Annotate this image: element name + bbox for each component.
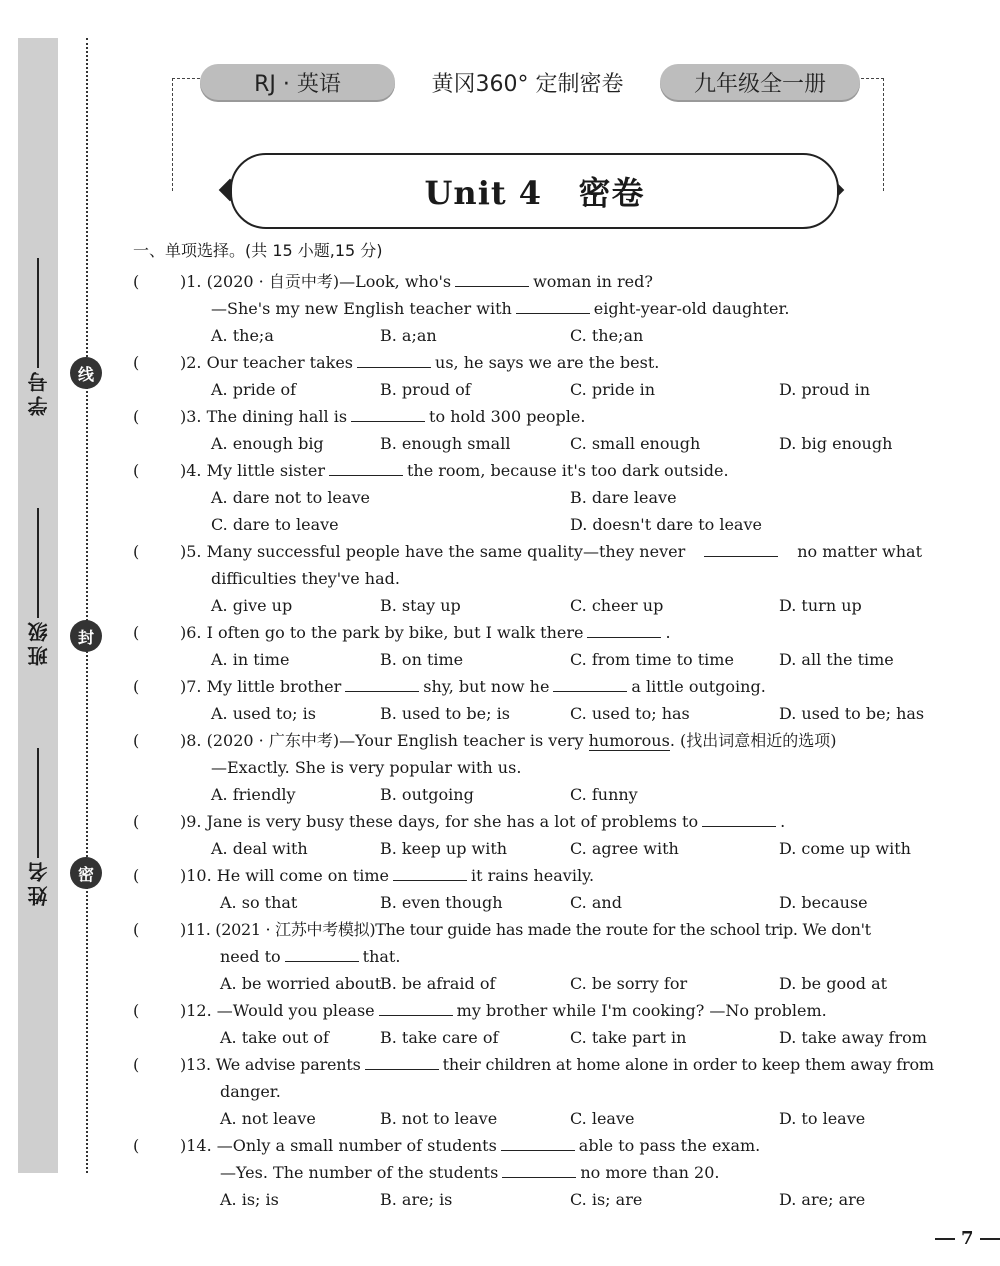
question-number: )2.	[180, 353, 202, 372]
student-id-underline[interactable]	[37, 258, 39, 368]
option-d[interactable]: D. big enough	[779, 434, 893, 453]
question-text: woman in red?	[533, 272, 653, 291]
question-text: .	[665, 623, 671, 642]
answer-paren[interactable]: (	[133, 542, 140, 561]
question-number: )11.	[180, 920, 211, 939]
question-number: )1.	[180, 272, 202, 291]
question-text: to hold 300 people.	[429, 407, 586, 426]
answer-blank[interactable]	[329, 461, 403, 476]
question-9	[180, 812, 785, 832]
option-d[interactable]: D. doesn't dare to leave	[570, 515, 762, 534]
grade-pill: 九年级全一册	[660, 64, 860, 100]
option-a[interactable]: A. be worried about	[220, 974, 382, 993]
question-1-line2	[211, 299, 789, 319]
question-text: . (找出词意相近的选项)	[669, 731, 837, 750]
question-text: (2020 · 广东中考)—Your English teacher is very	[206, 731, 584, 750]
answer-blank[interactable]	[587, 623, 661, 638]
question-number: )8.	[180, 731, 202, 750]
cut-mark-line: 线	[70, 357, 102, 389]
question-text: (2021 · 江苏中考模拟)The tour guide has made the route for the school trip. We don't	[215, 920, 871, 939]
series-title: 黄冈360° 定制密卷	[424, 67, 632, 98]
question-number: )5.	[180, 542, 202, 561]
question-8-line2: —Exactly. She is very popular with us.	[211, 758, 522, 777]
question-text: their children at home alone in order to keep them away from	[442, 1055, 934, 1074]
class-field	[22, 508, 54, 666]
answer-blank[interactable]	[351, 407, 425, 422]
answer-blank[interactable]	[345, 677, 419, 692]
page-number	[935, 1228, 1000, 1249]
answer-paren[interactable]: (	[133, 353, 140, 372]
option-c[interactable]: C. used to; has	[570, 704, 690, 723]
question-text: He will come on time	[216, 866, 389, 885]
underlined-word: humorous	[588, 731, 670, 750]
name-underline[interactable]	[37, 748, 39, 858]
title-bar	[230, 153, 839, 229]
question-13-line2: danger.	[220, 1082, 281, 1101]
question-text: We advise parents	[215, 1055, 361, 1074]
question-number: )4.	[180, 461, 202, 480]
option-a[interactable]: A. the;a	[211, 326, 274, 345]
question-14-line2	[220, 1163, 719, 1183]
option-a[interactable]: A. not leave	[220, 1109, 316, 1128]
question-2	[180, 353, 659, 373]
question-text: a little outgoing.	[631, 677, 766, 696]
question-11	[180, 920, 871, 940]
option-c[interactable]: C. agree with	[570, 839, 679, 858]
question-8	[180, 731, 836, 751]
subject-pill: RJ · 英语	[200, 64, 395, 100]
question-number: )9.	[180, 812, 202, 831]
page-number-value: 7	[961, 1228, 974, 1249]
page-number-dash	[935, 1238, 955, 1240]
option-d[interactable]: D. proud in	[779, 380, 871, 399]
option-d[interactable]: D. are; are	[779, 1190, 866, 1209]
option-b[interactable]: B. outgoing	[380, 785, 474, 804]
option-c[interactable]: C. from time to time	[570, 650, 734, 669]
question-text: The dining hall is	[206, 407, 348, 426]
option-b[interactable]: B. dare leave	[570, 488, 677, 507]
question-11-line2	[220, 947, 400, 967]
question-text: no more than 20.	[580, 1163, 720, 1182]
question-text: —She's my new English teacher with	[211, 299, 512, 318]
question-5-line2: difficulties they've had.	[211, 569, 400, 588]
page-number-dash	[980, 1238, 1000, 1240]
answer-paren[interactable]: (	[133, 1055, 140, 1074]
unit-title: Unit 4 密卷	[424, 174, 645, 212]
option-d[interactable]: D. take away from	[779, 1028, 927, 1047]
question-text: able to pass the exam.	[578, 1136, 761, 1155]
question-text: Our teacher takes	[206, 353, 354, 372]
answer-paren[interactable]: (	[133, 1001, 140, 1020]
section-heading: 一、单项选择。(共 15 小题,15 分)	[133, 241, 383, 260]
option-a[interactable]: A. so that	[220, 893, 298, 912]
question-text: my brother while I'm cooking? —No problem.	[456, 1001, 827, 1020]
option-d[interactable]: D. used to be; has	[779, 704, 925, 723]
answer-paren[interactable]: (	[133, 677, 140, 696]
question-text: that.	[362, 947, 401, 966]
answer-blank[interactable]	[702, 812, 776, 827]
class-label: 班级	[26, 618, 51, 666]
option-c[interactable]: C. small enough	[570, 434, 701, 453]
name-label: 姓名	[26, 858, 51, 906]
option-d[interactable]: D. all the time	[779, 650, 894, 669]
option-c[interactable]: C. pride in	[570, 380, 656, 399]
question-7	[180, 677, 766, 697]
answer-blank[interactable]	[516, 299, 590, 314]
answer-blank[interactable]	[285, 947, 359, 962]
answer-paren[interactable]: (	[133, 1136, 140, 1155]
question-text: I often go to the park by bike, but I walk there	[206, 623, 584, 642]
student-id-label: 学号	[26, 368, 51, 416]
question-number: )12.	[180, 1001, 212, 1020]
question-text: Jane is very busy these days, for she has a lot of problems to	[206, 812, 699, 831]
answer-blank[interactable]	[704, 542, 778, 557]
answer-paren[interactable]: (	[133, 812, 140, 831]
class-underline[interactable]	[37, 508, 39, 618]
option-c[interactable]: C. dare to leave	[211, 515, 339, 534]
option-d[interactable]: D. to leave	[779, 1109, 866, 1128]
answer-paren[interactable]: (	[133, 272, 140, 291]
option-a[interactable]: A. dare not to leave	[211, 488, 370, 507]
option-b[interactable]: B. not to leave	[380, 1109, 498, 1128]
answer-blank[interactable]	[379, 1001, 453, 1016]
option-b[interactable]: B. stay up	[380, 596, 461, 615]
answer-paren[interactable]: (	[133, 866, 140, 885]
option-b[interactable]: B. be afraid of	[380, 974, 496, 993]
question-text: —Would you please	[216, 1001, 375, 1020]
cut-mark-seal: 封	[70, 620, 102, 652]
question-number: )3.	[180, 407, 202, 426]
question-text: (2020 · 自贡中考)—Look, who's	[206, 272, 452, 291]
question-6	[180, 623, 671, 643]
answer-blank[interactable]	[502, 1163, 576, 1178]
question-text: the room, because it's too dark outside.	[406, 461, 729, 480]
question-text: —Only a small number of students	[216, 1136, 497, 1155]
question-10	[180, 866, 594, 886]
answer-paren[interactable]: (	[133, 731, 140, 750]
option-b[interactable]: B. on time	[380, 650, 464, 669]
question-number: )13.	[180, 1055, 211, 1074]
option-b[interactable]: B. enough small	[380, 434, 511, 453]
option-a[interactable]: A. in time	[211, 650, 290, 669]
question-14	[180, 1136, 760, 1156]
option-c[interactable]: C. be sorry for	[570, 974, 688, 993]
question-text: .	[780, 812, 786, 831]
question-text: —Yes. The number of the students	[220, 1163, 499, 1182]
question-text: My little brother	[206, 677, 342, 696]
option-c[interactable]: C. funny	[570, 785, 638, 804]
question-4	[180, 461, 729, 481]
answer-blank[interactable]	[553, 677, 627, 692]
answer-paren[interactable]: (	[133, 407, 140, 426]
question-5	[180, 542, 922, 562]
answer-paren[interactable]: (	[133, 920, 140, 939]
name-field	[22, 748, 54, 906]
student-id-field	[22, 258, 54, 416]
question-number: )14.	[180, 1136, 212, 1155]
answer-blank[interactable]	[501, 1136, 575, 1151]
question-text: no matter what	[797, 542, 922, 561]
option-b[interactable]: B. a;an	[380, 326, 437, 345]
option-a[interactable]: A. take out of	[220, 1028, 329, 1047]
option-a[interactable]: A. give up	[211, 596, 293, 615]
option-c[interactable]: C. is; are	[570, 1190, 643, 1209]
option-c[interactable]: C. leave	[570, 1109, 635, 1128]
cut-mark-secret: 密	[70, 857, 102, 889]
option-b[interactable]: B. are; is	[380, 1190, 453, 1209]
question-number: )6.	[180, 623, 202, 642]
option-b[interactable]: B. keep up with	[380, 839, 508, 858]
option-c[interactable]: C. take part in	[570, 1028, 687, 1047]
option-a[interactable]: A. enough big	[211, 434, 324, 453]
option-b[interactable]: B. proud of	[380, 380, 471, 399]
option-c[interactable]: C. the;an	[570, 326, 644, 345]
question-number: )7.	[180, 677, 202, 696]
option-c[interactable]: C. and	[570, 893, 622, 912]
question-text: need to	[220, 947, 281, 966]
question-text: us, he says we are the best.	[435, 353, 660, 372]
answer-paren[interactable]: (	[133, 623, 140, 642]
cut-line	[86, 38, 88, 1173]
answer-blank[interactable]	[365, 1055, 439, 1070]
answer-blank[interactable]	[455, 272, 529, 287]
option-a[interactable]: A. pride of	[211, 380, 297, 399]
option-c[interactable]: C. cheer up	[570, 596, 664, 615]
question-13	[180, 1055, 934, 1075]
question-3	[180, 407, 585, 427]
answer-blank[interactable]	[357, 353, 431, 368]
question-text: Many successful people have the same quality—they never	[206, 542, 686, 561]
question-text: eight-year-old daughter.	[593, 299, 790, 318]
option-d[interactable]: D. turn up	[779, 596, 862, 615]
option-a[interactable]: A. friendly	[211, 785, 296, 804]
option-a[interactable]: A. used to; is	[211, 704, 316, 723]
question-12	[180, 1001, 827, 1021]
option-d[interactable]: D. be good at	[779, 974, 888, 993]
option-a[interactable]: A. is; is	[220, 1190, 279, 1209]
option-a[interactable]: A. deal with	[211, 839, 308, 858]
question-text: it rains heavily.	[470, 866, 595, 885]
option-b[interactable]: B. take care of	[380, 1028, 499, 1047]
question-text: shy, but now he	[423, 677, 550, 696]
option-d[interactable]: D. because	[779, 893, 868, 912]
question-1	[180, 272, 653, 292]
question-number: )10.	[180, 866, 212, 885]
option-b[interactable]: B. used to be; is	[380, 704, 510, 723]
option-d[interactable]: D. come up with	[779, 839, 911, 858]
option-b[interactable]: B. even though	[380, 893, 503, 912]
header-row	[200, 62, 860, 102]
answer-blank[interactable]	[393, 866, 467, 881]
question-text: My little sister	[206, 461, 325, 480]
answer-paren[interactable]: (	[133, 461, 140, 480]
